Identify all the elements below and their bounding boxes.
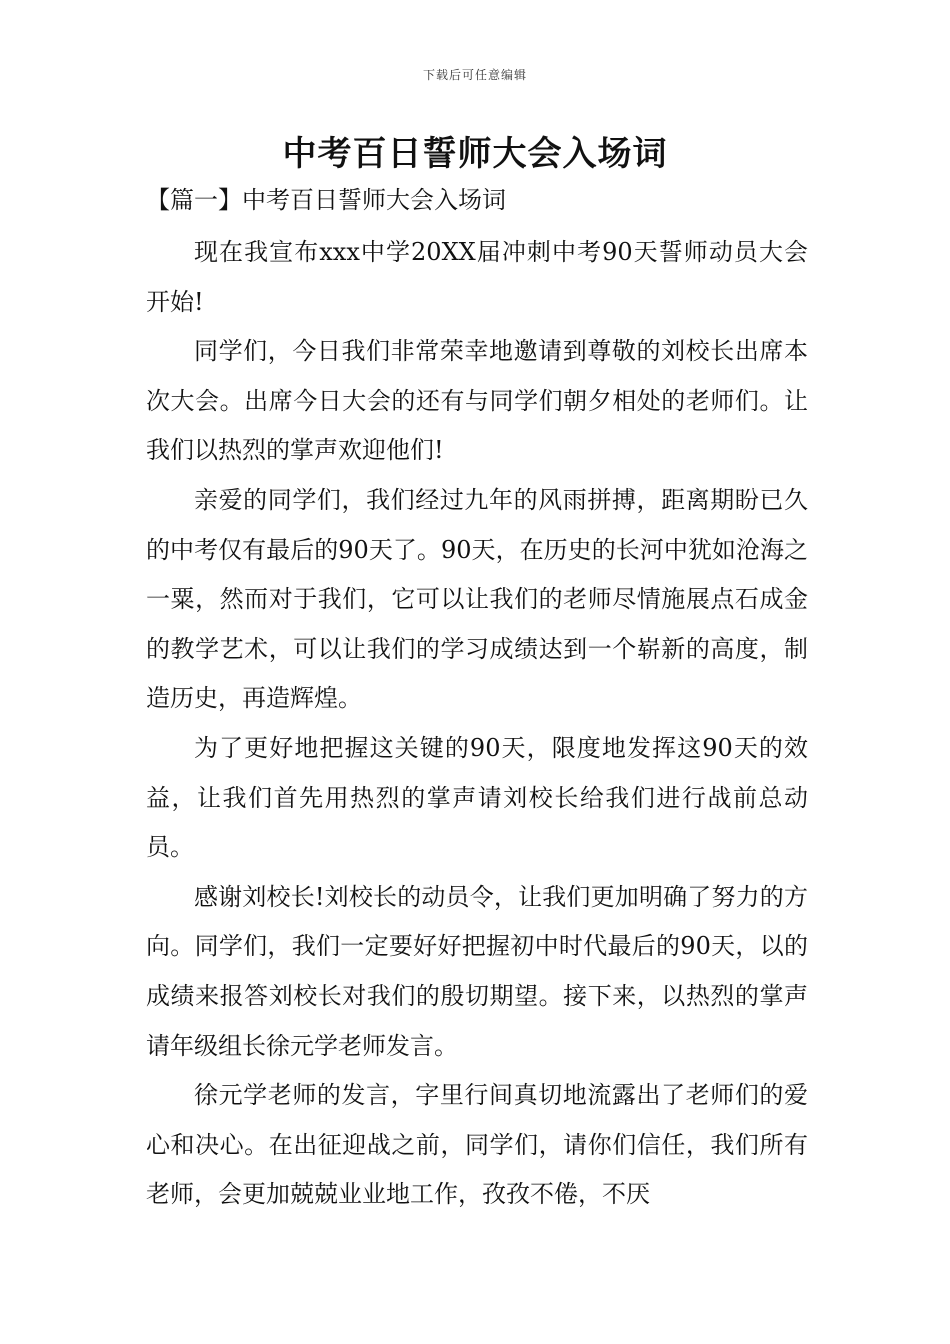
paragraph-6: 徐元学老师的发言，字里行间真切地流露出了老师们的爱心和决心。在出征迎战之前，同学们，请你们信任，我们所有老师，会更加兢兢业业地工作，孜孜不倦，不厌 — [146, 1081, 808, 1209]
document-title: 中考百日誓师大会入场词 — [282, 134, 668, 174]
paragraph-3: 亲爱的同学们，我们经过九年的风雨拼搏，距离期盼已久的中考仅有最后的90天了。90天，在历史的长河中犹如沧海之一粟，然而对于我们，它可以让我们的老师尽情施展点石成金的教学艺术，可以让我们的学习成绩达到一个崭新的高度，制造历史，再造辉煌。 — [146, 485, 808, 713]
section-heading: 【篇一】中考百日誓师大会入场词 — [146, 186, 506, 214]
paragraph-1: 现在我宣布xxx中学20XX届冲刺中考90天誓师动员大会开始! — [146, 238, 808, 316]
header-note: 下载后可任意编辑 — [422, 68, 527, 82]
paragraph-4: 为了更好地把握这关键的90天，限度地发挥这90天的效益，让我们首先用热烈的掌声请刘校长给我们进行战前总动员。 — [146, 733, 808, 862]
paragraph-2: 同学们，今日我们非常荣幸地邀请到尊敬的刘校长出席本次大会。出席今日大会的还有与同学们朝夕相处的老师们。让我们以热烈的掌声欢迎他们! — [146, 337, 808, 465]
paragraph-5: 感谢刘校长!刘校长的动员令，让我们更加明确了努力的方向。同学们，我们一定要好好把握初中时代最后的90天，以的成绩来报答刘校长对我们的殷切期望。接下来，以热烈的掌声请年级组长徐元学老师发言。 — [146, 882, 808, 1060]
body-text — [146, 228, 808, 1220]
